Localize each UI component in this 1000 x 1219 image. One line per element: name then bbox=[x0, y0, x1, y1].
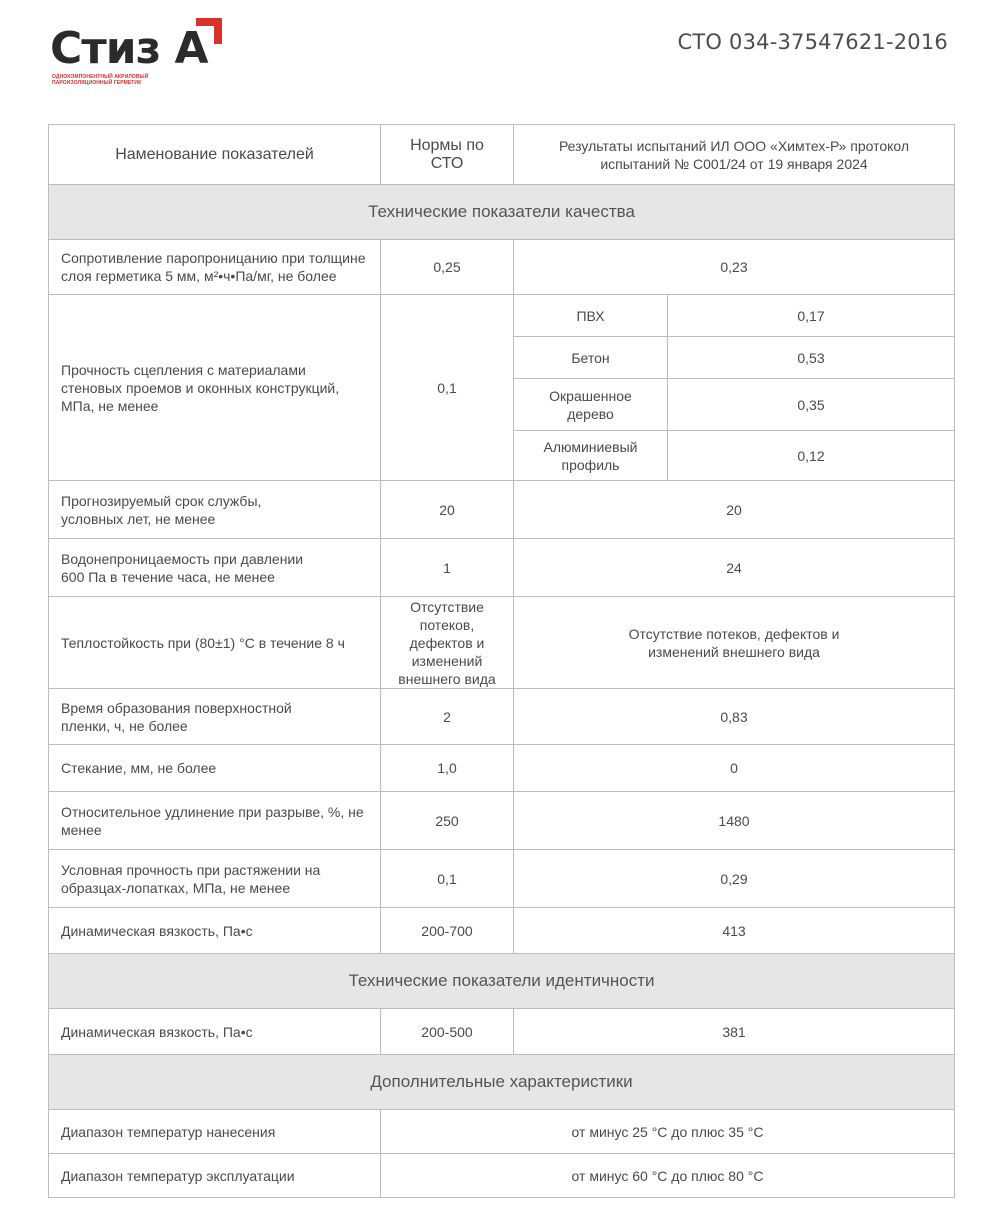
row-norm: 0,25 bbox=[381, 240, 514, 295]
table-row bbox=[49, 539, 955, 597]
row-result: 20 bbox=[514, 481, 955, 539]
row-norm: 250 bbox=[381, 792, 514, 850]
table-row bbox=[49, 908, 955, 954]
row-norm: 200-500 bbox=[381, 1009, 514, 1055]
sub-value: 0,17 bbox=[668, 295, 955, 337]
column-header-results: Результаты испытаний ИЛ ООО «Химтех-Р» протокол испытаний № С001/24 от 19 января 2024 bbox=[514, 125, 955, 185]
row-value: от минус 60 °С до плюс 80 °С bbox=[381, 1154, 955, 1198]
row-result: 24 bbox=[514, 539, 955, 597]
row-label: Прогнозируемый срок службы, условных лет, не менее bbox=[49, 481, 381, 539]
row-result: 0 bbox=[514, 745, 955, 792]
sub-material: Бетон bbox=[514, 337, 668, 379]
row-label: Стекание, мм, не более bbox=[49, 745, 381, 792]
row-value: от минус 25 °С до плюс 35 °С bbox=[381, 1110, 955, 1154]
row-norm: 1 bbox=[381, 539, 514, 597]
logo-arrow-icon bbox=[192, 18, 222, 44]
row-norm: Отсутствие потеков, дефектов и изменений внешнего вида bbox=[381, 597, 514, 689]
row-label: Диапазон температур эксплуатации bbox=[49, 1154, 381, 1198]
sub-value: 0,53 bbox=[668, 337, 955, 379]
row-norm: 200-700 bbox=[381, 908, 514, 954]
section-title-identity: Технические показатели идентичности bbox=[49, 954, 955, 1009]
row-result: 1480 bbox=[514, 792, 955, 850]
sub-material: Алюминиевый профиль bbox=[514, 431, 668, 481]
section-title-extra: Дополнительные характеристики bbox=[49, 1055, 955, 1110]
table-row bbox=[49, 597, 955, 689]
row-norm: 20 bbox=[381, 481, 514, 539]
specification-table bbox=[48, 124, 955, 1198]
row-label: Динамическая вязкость, Па•с bbox=[49, 1009, 381, 1055]
section-title-quality: Технические показатели качества bbox=[49, 185, 955, 240]
row-norm: 0,1 bbox=[381, 850, 514, 908]
table-header-row bbox=[49, 125, 955, 185]
table-row bbox=[49, 745, 955, 792]
row-norm: 1,0 bbox=[381, 745, 514, 792]
logo-text: Стиз А bbox=[50, 23, 208, 74]
table-row bbox=[49, 689, 955, 745]
row-label: Диапазон температур нанесения bbox=[49, 1110, 381, 1154]
table-row bbox=[49, 1009, 955, 1055]
row-result: 0,23 bbox=[514, 240, 955, 295]
table-row bbox=[49, 240, 955, 295]
table-row bbox=[49, 481, 955, 539]
table-row bbox=[49, 850, 955, 908]
section-row bbox=[49, 1055, 955, 1110]
sub-value: 0,35 bbox=[668, 379, 955, 431]
row-result: 0,83 bbox=[514, 689, 955, 745]
row-norm: 2 bbox=[381, 689, 514, 745]
sub-material: Окрашенное дерево bbox=[514, 379, 668, 431]
table-row bbox=[49, 295, 955, 337]
row-label: Динамическая вязкость, Па•с bbox=[49, 908, 381, 954]
section-row bbox=[49, 185, 955, 240]
table-row bbox=[49, 792, 955, 850]
column-header-norm: Нормы по СТО bbox=[381, 125, 514, 185]
table-row bbox=[49, 1110, 955, 1154]
table-row bbox=[49, 1154, 955, 1198]
row-result: 0,29 bbox=[514, 850, 955, 908]
row-label: Время образования поверхностной пленки, ч, не более bbox=[49, 689, 381, 745]
section-row bbox=[49, 954, 955, 1009]
row-label: Сопротивление паропроницанию при толщине слоя герметика 5 мм, м²•ч•Па/мг, не более bbox=[49, 240, 381, 295]
row-label: Прочность сцепления с материалами стеновых проемов и оконных конструкций, МПа, не менее bbox=[49, 295, 381, 481]
column-header-name: Наменование показателей bbox=[49, 125, 381, 185]
sub-material: ПВХ bbox=[514, 295, 668, 337]
document-code: СТО 034-37547621-2016 bbox=[677, 30, 948, 54]
row-result: Отсутствие потеков, дефектов и изменений внешнего вида bbox=[514, 597, 955, 689]
row-result: 413 bbox=[514, 908, 955, 954]
row-label: Теплостойкость при (80±1) °С в течение 8 ч bbox=[49, 597, 381, 689]
row-label: Относительное удлинение при разрыве, %, не менее bbox=[49, 792, 381, 850]
row-result: 381 bbox=[514, 1009, 955, 1055]
brand-logo bbox=[50, 18, 250, 88]
row-label: Водонепроницаемость при давлении 600 Па в течение часа, не менее bbox=[49, 539, 381, 597]
logo-subtitle: ОДНОКОМПОНЕНТНЫЙ АКРИЛОВЫЙ ПАРОИЗОЛЯЦИОННЫЙ ГЕРМЕТИК bbox=[52, 74, 149, 86]
row-norm: 0,1 bbox=[381, 295, 514, 481]
sub-value: 0,12 bbox=[668, 431, 955, 481]
row-label: Условная прочность при растяжении на образцах-лопатках, МПа, не менее bbox=[49, 850, 381, 908]
